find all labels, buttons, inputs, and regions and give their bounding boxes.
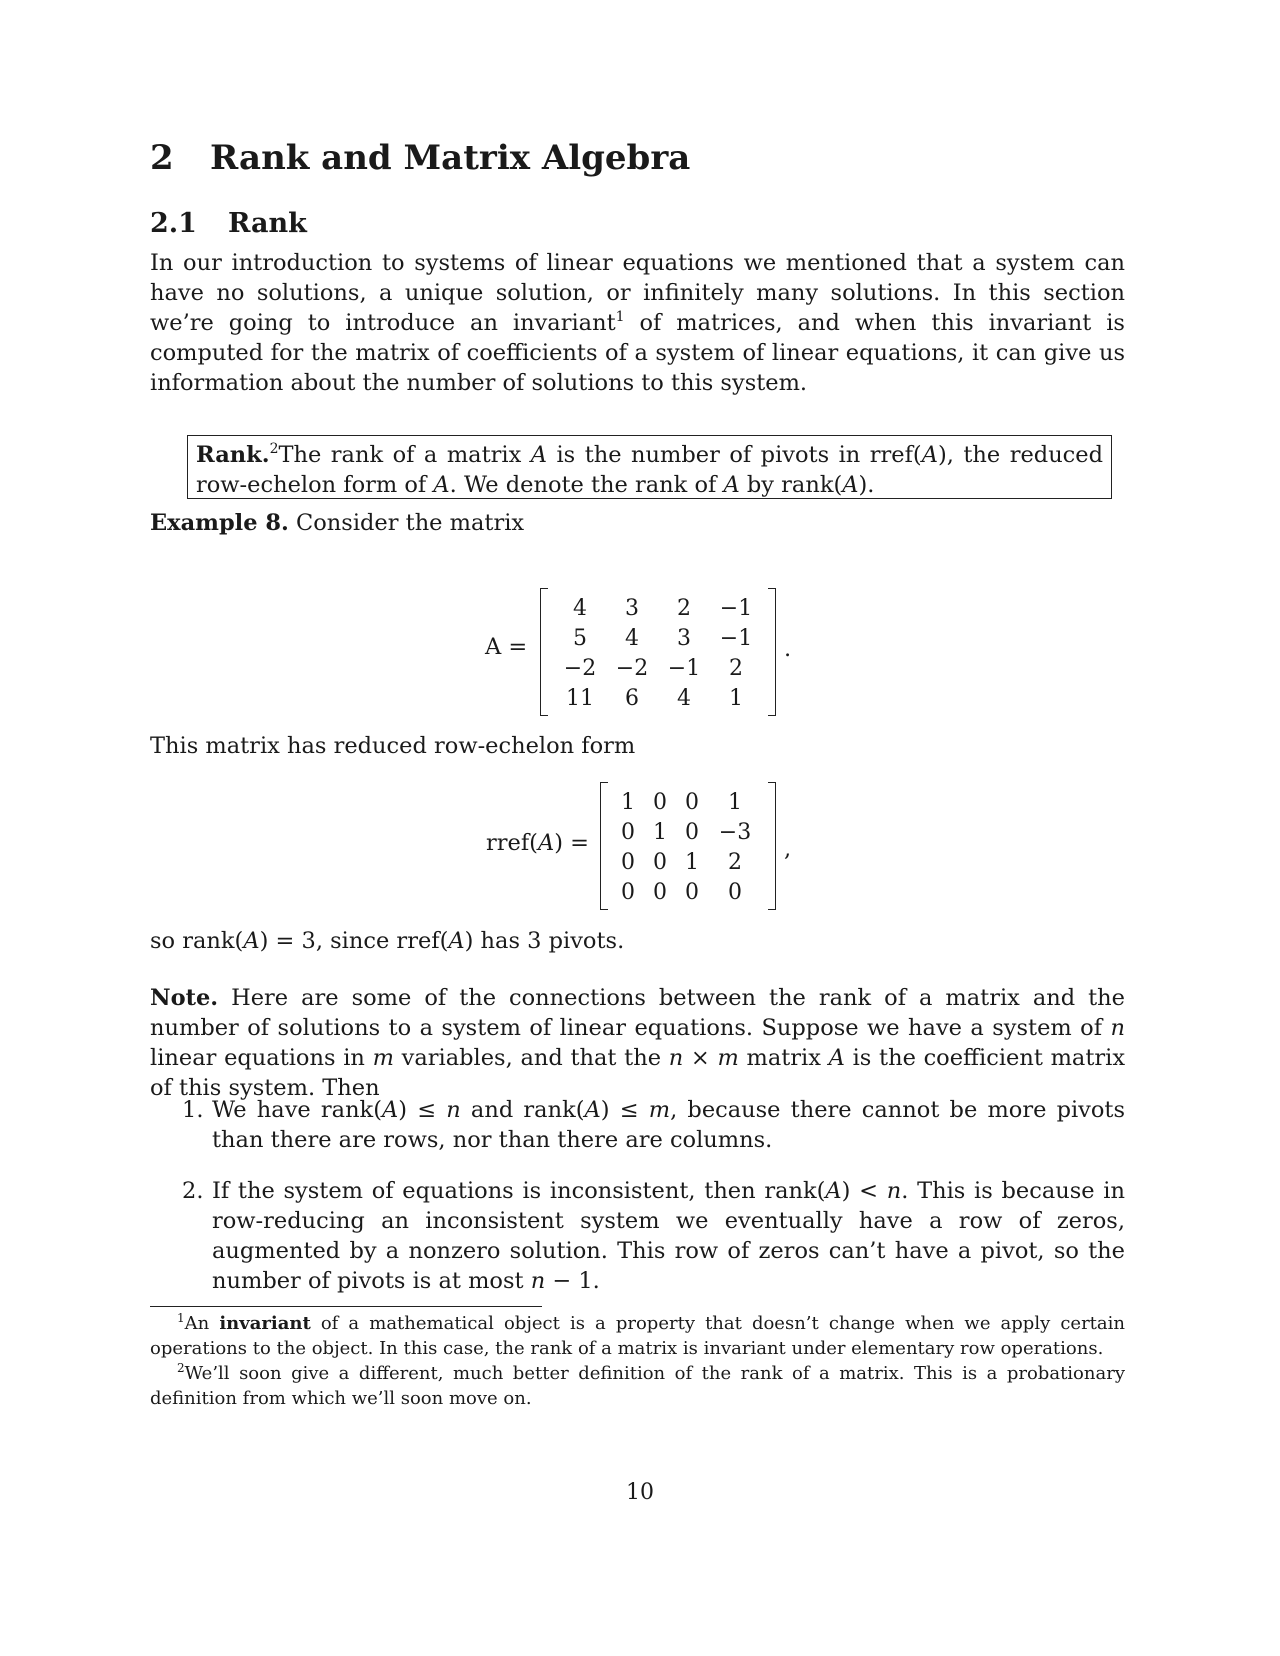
definition-box: Rank.$^2$The rank of a matrix A is the number of pivots in rref(A), the reduced row-echelon form of A. We denote the rank of A by rank(A). [187, 435, 1112, 499]
matrix-cell: 4 [573, 596, 587, 621]
matrix-cell: 0 [653, 880, 667, 905]
matrix-cell: −3 [718, 820, 752, 845]
subsection-heading [150, 208, 307, 239]
list-item: 2. If the system of equations is inconsistent, then rank(A) < n. This is because in row-reducing an inconsistent system we eventually have a row of zeros, augmented by a nonzero solution. This row of zeros can’t have a pivot, so the number of pivots is at most n − 1. [182, 1178, 1125, 1294]
matrix-cell: −2 [615, 656, 649, 681]
matrix-cell: 6 [625, 686, 639, 711]
matrix-cell: 11 [566, 686, 594, 711]
matrix-cell: 1 [729, 686, 743, 711]
note-label: Note. [150, 985, 219, 1011]
section-heading [150, 138, 690, 178]
matrix-cell: −2 [563, 656, 597, 681]
matrix-cell: 0 [621, 820, 635, 845]
matrix-cell: 0 [621, 880, 635, 905]
matrix-cell: 1 [685, 850, 699, 875]
rref-comma: , [784, 836, 792, 862]
matrix-cell: 3 [677, 626, 691, 651]
subsection-title: Rank [228, 208, 307, 239]
right-bracket [768, 782, 776, 910]
footnote-rule [150, 1306, 542, 1307]
rref-label: rref(A) = [486, 830, 589, 856]
matrix-cell: 2 [729, 656, 743, 681]
footnote-1: $^1$An invariant of a mathematical object is a property that doesn’t change when we apply certain operations to the object. In this case, the rank of a matrix is invariant under elementary row operations. [150, 1311, 1125, 1359]
matrix-cell: 0 [653, 850, 667, 875]
matrix-cell: 1 [621, 790, 635, 815]
matrix-a-grid [554, 594, 766, 714]
matrix-cell: 3 [625, 596, 639, 621]
matrix-cell: −1 [667, 656, 701, 681]
list-item: 1. We have rank(A) ≤ n and rank(A) ≤ m, because there cannot be more pivots than there are rows, nor than there are columns. [182, 1097, 1126, 1153]
example-label: Example 8. [150, 510, 289, 536]
section-title: Rank and Matrix Algebra [210, 138, 691, 178]
subsection-number: 2.1 [150, 208, 197, 239]
matrix-cell: 2 [677, 596, 691, 621]
matrix-cell: 1 [653, 820, 667, 845]
left-bracket [540, 588, 548, 716]
rref-grid [612, 788, 766, 908]
intro-paragraph: In our introduction to systems of linear equations we mentioned that a system can have no solutions, a unique solution, or infinitely many solutions. In this section we’re going to introduce an invariant$^1$ of matrices, and when this invariant is computed for the matrix of coefficients of a system of linear equations, it can give us information about the number of solutions to this system. [150, 250, 1125, 396]
matrix-cell: −1 [719, 626, 753, 651]
rref-matrix [600, 782, 776, 910]
matrix-cell: 0 [653, 790, 667, 815]
matrix-a [540, 588, 776, 716]
footnote-2: $^2$We’ll soon give a different, much better definition of the rank of a matrix. This is a probationary definition from which we’ll soon move on. [150, 1361, 1125, 1409]
matrix-cell: 5 [573, 626, 587, 651]
matrix-cell: 4 [677, 686, 691, 711]
footnote-ref-2[interactable]: 2 [269, 441, 279, 457]
rref-intro: This matrix has reduced row-echelon form [150, 733, 636, 759]
page-number: 10 [626, 1480, 654, 1505]
matrix-cell: 0 [685, 880, 699, 905]
rank-conclusion: so rank(A) = 3, since rref(A) has 3 pivots. [150, 928, 625, 954]
section-number: 2 [150, 138, 174, 178]
list-number: 2. [182, 1178, 204, 1204]
matrix-cell: 0 [685, 820, 699, 845]
matrix-a-period: . [784, 636, 792, 662]
note-paragraph: Note. Here are some of the connections between the rank of a matrix and the number of solutions to a system of linear equations. Suppose we have a system of n linear equations in m variables, and that the n × m matrix A is the coefficient matrix of this system. Then [150, 985, 1126, 1101]
matrix-cell: 0 [685, 790, 699, 815]
example-intro: Example 8. Consider the matrix [150, 510, 525, 536]
matrix-cell: 0 [728, 880, 742, 905]
left-bracket [600, 782, 608, 910]
matrix-cell: 0 [621, 850, 635, 875]
matrix-cell: 2 [728, 850, 742, 875]
footnote-ref-1[interactable]: 1 [615, 309, 625, 325]
matrix-cell: 1 [728, 790, 742, 815]
matrix-cell: −1 [719, 596, 753, 621]
right-bracket [768, 588, 776, 716]
matrix-cell: 4 [625, 626, 639, 651]
definition-term: Rank. [196, 442, 270, 468]
matrix-a-label: A = [485, 634, 528, 660]
list-number: 1. [182, 1097, 204, 1123]
